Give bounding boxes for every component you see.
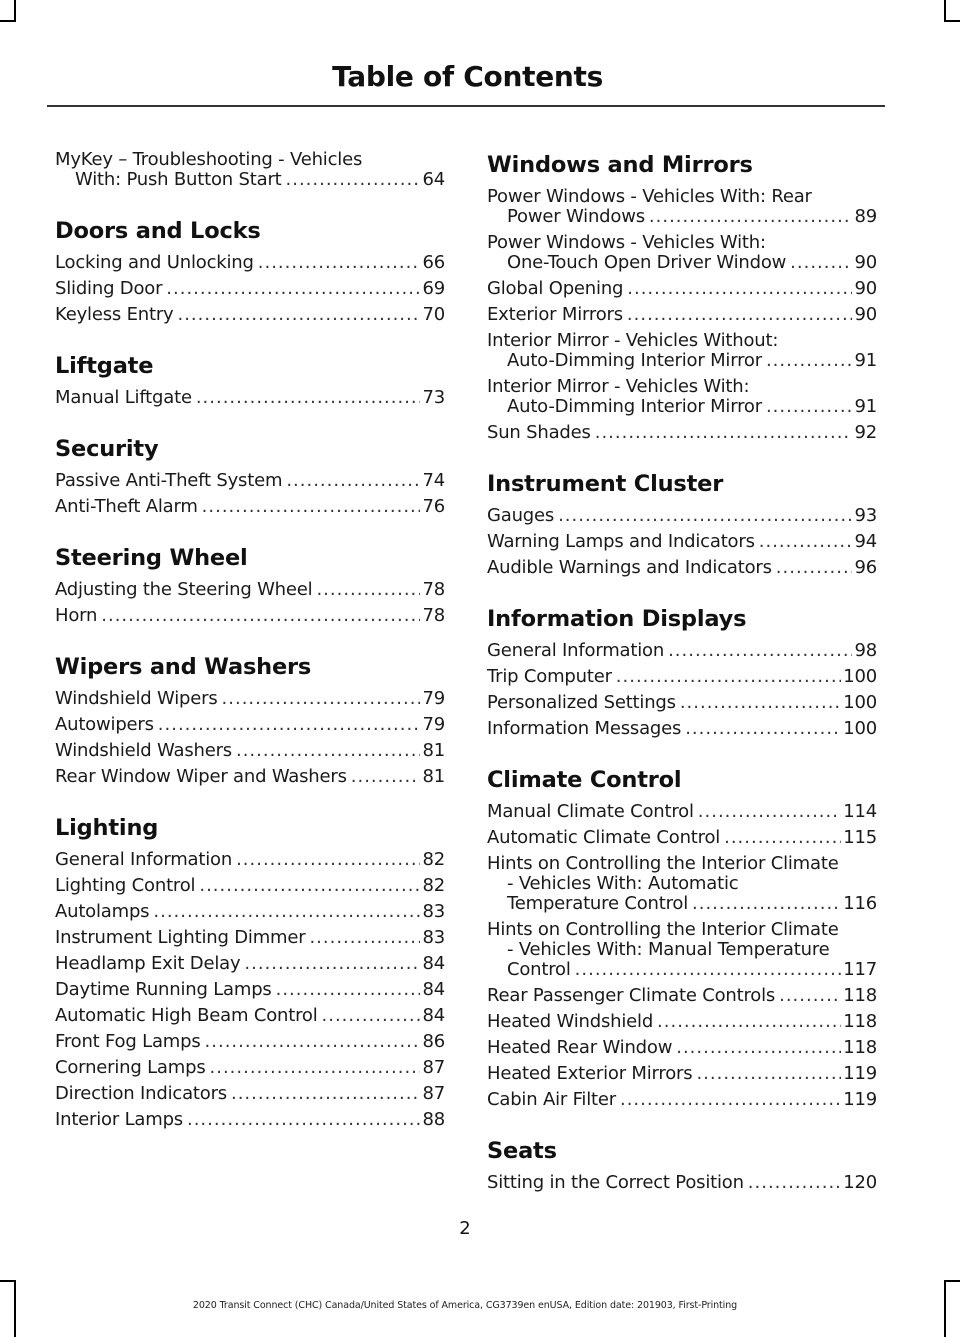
dot-leader	[205, 1032, 421, 1052]
toc-entry-last-line	[55, 876, 445, 896]
crop-mark-top-right-h	[944, 20, 960, 22]
dot-leader	[575, 960, 842, 980]
toc-entry[interactable]	[55, 850, 445, 870]
toc-entry-page: 118	[843, 1037, 877, 1058]
toc-entry-page: 116	[843, 893, 877, 914]
section-spacer	[487, 745, 877, 765]
toc-section	[55, 434, 445, 517]
dot-leader	[668, 641, 852, 661]
toc-entry[interactable]	[55, 1058, 445, 1078]
toc-entry-last-line	[55, 471, 445, 491]
dot-leader	[210, 1058, 421, 1078]
dot-leader	[202, 497, 421, 517]
toc-entry-title: General Information	[55, 849, 233, 870]
section-spacer	[487, 449, 877, 469]
toc-entry-page: 88	[422, 1109, 445, 1130]
toc-entry-title: Headlamp Exit Delay	[55, 953, 241, 974]
toc-entry-page: 87	[422, 1083, 445, 1104]
toc-entry[interactable]	[55, 689, 445, 709]
toc-entry-page: 120	[843, 1172, 877, 1193]
toc-entry-last-line	[55, 388, 445, 408]
dot-leader	[790, 253, 852, 273]
toc-entry[interactable]	[55, 497, 445, 517]
toc-entry[interactable]	[55, 1084, 445, 1104]
dot-leader	[766, 397, 853, 417]
toc-section	[487, 604, 877, 739]
section-spacer	[55, 632, 445, 652]
toc-entry-title: Windshield Washers	[55, 740, 232, 761]
toc-entry-page: 119	[843, 1063, 877, 1084]
toc-entry-title: Anti-Theft Alarm	[55, 496, 198, 517]
toc-entry[interactable]	[55, 253, 445, 273]
toc-entry[interactable]	[487, 693, 877, 713]
toc-entry-title: Autolamps	[55, 901, 150, 922]
toc-entry-title-line: Power Windows - Vehicles With:	[487, 232, 766, 253]
toc-entry-last-line	[487, 802, 877, 822]
toc-entry-title-line: MyKey – Troubleshooting - Vehicles	[55, 149, 363, 170]
toc-entry-page: 84	[422, 1005, 445, 1026]
crop-mark-bottom-right-h	[944, 1280, 960, 1282]
section-heading: Lighting	[55, 815, 159, 841]
toc-left-column	[55, 150, 445, 1136]
toc-entry-page: 79	[422, 714, 445, 735]
dot-leader	[222, 689, 421, 709]
toc-entry[interactable]	[487, 532, 877, 552]
toc-entry-page: 66	[422, 252, 445, 273]
dot-leader	[759, 532, 853, 552]
toc-entry[interactable]	[487, 1064, 877, 1084]
crop-mark-bottom-right-v	[944, 1280, 946, 1337]
dot-leader	[158, 715, 421, 735]
section-spacer	[55, 523, 445, 543]
toc-entry-page: 115	[843, 827, 877, 848]
toc-entry[interactable]	[55, 1006, 445, 1026]
toc-entry-title: Front Fog Lamps	[55, 1031, 201, 1052]
toc-entry-page: 91	[854, 396, 877, 417]
dot-leader	[748, 1173, 841, 1193]
section-heading: Doors and Locks	[55, 218, 261, 244]
toc-entry-last-line	[55, 1110, 445, 1130]
toc-entry-page: 118	[843, 985, 877, 1006]
toc-entry-title: Direction Indicators	[55, 1083, 227, 1104]
toc-entry-title-line: Interior Mirror - Vehicles Without:	[487, 330, 779, 351]
toc-entry-page: 83	[422, 901, 445, 922]
toc-entry-last-line	[55, 170, 445, 190]
dot-leader	[177, 305, 420, 325]
toc-entry[interactable]	[55, 471, 445, 491]
toc-entry-title: Heated Windshield	[487, 1011, 654, 1032]
toc-entry-page: 117	[843, 959, 877, 980]
toc-entry[interactable]	[487, 986, 877, 1006]
dot-leader	[676, 1038, 841, 1058]
section-heading: Information Displays	[487, 606, 747, 632]
toc-entry-title: Sliding Door	[55, 278, 163, 299]
crop-mark-bottom-left-h	[0, 1280, 16, 1282]
toc-entry-title: Keyless Entry	[55, 304, 174, 325]
toc-entry-page: 96	[854, 557, 877, 578]
section-spacer	[487, 584, 877, 604]
section-spacer	[55, 331, 445, 351]
toc-entry[interactable]	[487, 641, 877, 661]
toc-entry-title: Automatic High Beam Control	[55, 1005, 318, 1026]
toc-entry[interactable]	[55, 606, 445, 626]
toc-entry[interactable]	[487, 854, 877, 914]
toc-entry[interactable]	[487, 187, 877, 227]
section-heading: Wipers and Washers	[55, 654, 312, 680]
toc-entry-last-line	[487, 1090, 877, 1110]
dot-leader	[316, 580, 420, 600]
toc-entry-last-line	[55, 279, 445, 299]
toc-section	[55, 150, 445, 190]
dot-leader	[649, 207, 853, 227]
dot-leader	[101, 606, 420, 626]
toc-entry-last-line	[487, 693, 877, 713]
toc-entry-last-line	[487, 960, 877, 980]
toc-entry-title: Rear Passenger Climate Controls	[487, 985, 776, 1006]
dot-leader	[696, 1064, 841, 1084]
toc-entry-page: 119	[843, 1089, 877, 1110]
toc-entry-title: Control	[507, 959, 571, 980]
toc-entry[interactable]	[487, 377, 877, 417]
toc-entry-page: 87	[422, 1057, 445, 1078]
toc-entry[interactable]	[487, 1090, 877, 1110]
toc-entry-last-line	[55, 689, 445, 709]
dot-leader	[616, 667, 841, 687]
toc-entry-page: 98	[854, 640, 877, 661]
toc-entry-title: Rear Window Wiper and Washers	[55, 766, 347, 787]
crop-mark-top-left-v	[14, 0, 16, 22]
toc-entry-title: Interior Lamps	[55, 1109, 183, 1130]
dot-leader	[595, 423, 853, 443]
toc-entry-last-line	[487, 1064, 877, 1084]
toc-section	[487, 469, 877, 578]
toc-entry-last-line	[487, 1038, 877, 1058]
toc-entry[interactable]	[487, 1173, 877, 1193]
toc-entry-last-line	[487, 719, 877, 739]
toc-entry-title-line: Hints on Controlling the Interior Climate	[487, 853, 839, 874]
toc-entry[interactable]	[55, 150, 445, 190]
toc-entry-page: 90	[854, 278, 877, 299]
toc-entry-title: Global Opening	[487, 278, 624, 299]
toc-entry[interactable]	[487, 233, 877, 273]
toc-entry[interactable]	[487, 667, 877, 687]
toc-entry-page: 69	[422, 278, 445, 299]
dot-leader	[351, 767, 421, 787]
dot-leader	[627, 279, 852, 299]
dot-leader	[309, 928, 420, 948]
toc-entry-last-line	[487, 279, 877, 299]
toc-entry-title: Auto-Dimming Interior Mirror	[507, 350, 762, 371]
toc-entry-last-line	[55, 580, 445, 600]
toc-entry-last-line	[55, 715, 445, 735]
toc-entry-title-line: Interior Mirror - Vehicles With:	[487, 376, 750, 397]
dot-leader	[322, 1006, 421, 1026]
toc-entry-last-line	[55, 902, 445, 922]
toc-entry-title: Daytime Running Lamps	[55, 979, 272, 1000]
toc-section	[55, 543, 445, 626]
toc-entry-last-line	[487, 253, 877, 273]
toc-entry[interactable]	[55, 580, 445, 600]
toc-section	[55, 216, 445, 325]
toc-entry-page: 100	[843, 692, 877, 713]
toc-entry-page: 81	[422, 766, 445, 787]
toc-entry-title: Windshield Wipers	[55, 688, 218, 709]
toc-entry-page: 118	[843, 1011, 877, 1032]
toc-entry-last-line	[55, 741, 445, 761]
toc-entry[interactable]	[487, 828, 877, 848]
toc-entry-last-line	[55, 1058, 445, 1078]
toc-entry-title: Warning Lamps and Indicators	[487, 531, 755, 552]
toc-entry-page: 93	[854, 505, 877, 526]
toc-entry-page: 78	[422, 605, 445, 626]
toc-section	[487, 150, 877, 443]
toc-entry-last-line	[487, 558, 877, 578]
toc-entry-title: With: Push Button Start	[75, 169, 282, 190]
toc-entry-title: General Information	[487, 640, 665, 661]
toc-entry-last-line	[487, 207, 877, 227]
toc-entry-page: 91	[854, 350, 877, 371]
dot-leader	[685, 719, 841, 739]
section-spacer	[55, 793, 445, 813]
dot-leader	[199, 876, 420, 896]
toc-entry-last-line	[487, 828, 877, 848]
toc-entry-last-line	[55, 606, 445, 626]
toc-entry-last-line	[55, 980, 445, 1000]
toc-entry[interactable]	[55, 902, 445, 922]
toc-entry-title: One-Touch Open Driver Window	[507, 252, 787, 273]
toc-entry-last-line	[55, 954, 445, 974]
toc-entry-title: Trip Computer	[487, 666, 612, 687]
toc-entry-page: 114	[843, 801, 877, 822]
toc-entry-last-line	[487, 667, 877, 687]
toc-entry[interactable]	[487, 1012, 877, 1032]
dot-leader	[187, 1110, 421, 1130]
toc-entry[interactable]	[55, 388, 445, 408]
toc-entry[interactable]	[55, 305, 445, 325]
toc-entry-page: 90	[854, 252, 877, 273]
toc-entry-title: Locking and Unlocking	[55, 252, 254, 273]
dot-leader	[153, 902, 420, 922]
toc-entry-page: 100	[843, 666, 877, 687]
toc-entry-title: Auto-Dimming Interior Mirror	[507, 396, 762, 417]
dot-leader	[196, 388, 421, 408]
toc-entry-title: Passive Anti-Theft System	[55, 470, 283, 491]
toc-entry-title: Exterior Mirrors	[487, 304, 623, 325]
toc-entry-page: 90	[854, 304, 877, 325]
toc-entry-title: Personalized Settings	[487, 692, 676, 713]
toc-entry-page: 94	[854, 531, 877, 552]
section-heading: Seats	[487, 1138, 557, 1164]
toc-entry-page: 100	[843, 718, 877, 739]
toc-entry-title: Heated Exterior Mirrors	[487, 1063, 693, 1084]
dot-leader	[692, 894, 841, 914]
section-heading: Windows and Mirrors	[487, 152, 753, 178]
toc-entry-last-line	[487, 1173, 877, 1193]
toc-entry[interactable]	[487, 506, 877, 526]
dot-leader	[776, 558, 853, 578]
toc-entry-last-line	[487, 351, 877, 371]
toc-entry-page: 76	[422, 496, 445, 517]
toc-entry-last-line	[55, 1006, 445, 1026]
dot-leader	[698, 802, 841, 822]
dot-leader	[680, 693, 841, 713]
dot-leader	[627, 305, 853, 325]
toc-entry-page: 92	[854, 422, 877, 443]
toc-entry-page: 84	[422, 979, 445, 1000]
toc-entry-title: Gauges	[487, 505, 555, 526]
toc-entry-last-line	[487, 641, 877, 661]
dot-leader	[779, 986, 841, 1006]
page-title: Table of Contents	[332, 60, 603, 93]
toc-entry-title: Horn	[55, 605, 98, 626]
toc-entry[interactable]	[487, 1038, 877, 1058]
toc-entry[interactable]	[487, 719, 877, 739]
toc-entry-last-line	[487, 423, 877, 443]
toc-entry-last-line	[487, 986, 877, 1006]
toc-entry-title: Power Windows	[507, 206, 645, 227]
toc-entry[interactable]	[487, 920, 877, 980]
dot-leader	[244, 954, 420, 974]
toc-entry-title: Sitting in the Correct Position	[487, 1172, 744, 1193]
toc-entry[interactable]	[487, 331, 877, 371]
toc-entry-page: 73	[422, 387, 445, 408]
toc-entry-last-line	[55, 1032, 445, 1052]
section-heading: Security	[55, 436, 159, 462]
toc-entry-title-line: Power Windows - Vehicles With: Rear	[487, 186, 812, 207]
toc-entry-page: 84	[422, 953, 445, 974]
section-heading: Instrument Cluster	[487, 471, 724, 497]
toc-entry-title: Instrument Lighting Dimmer	[55, 927, 306, 948]
toc-section	[55, 652, 445, 787]
toc-section	[487, 1136, 877, 1193]
toc-right-column	[487, 150, 877, 1199]
toc-entry-last-line	[487, 305, 877, 325]
toc-entry-last-line	[487, 1012, 877, 1032]
toc-section	[55, 813, 445, 1130]
toc-entry-title: Audible Warnings and Indicators	[487, 557, 772, 578]
toc-entry-page: 70	[422, 304, 445, 325]
toc-entry[interactable]	[55, 715, 445, 735]
dot-leader	[620, 1090, 841, 1110]
toc-entry[interactable]	[487, 558, 877, 578]
dot-leader	[236, 741, 421, 761]
toc-entry[interactable]	[55, 279, 445, 299]
toc-section	[487, 765, 877, 1110]
dot-leader	[166, 279, 420, 299]
toc-entry-title: Temperature Control	[507, 893, 689, 914]
toc-entry-title: Adjusting the Steering Wheel	[55, 579, 313, 600]
toc-entry[interactable]	[487, 802, 877, 822]
dot-leader	[236, 850, 420, 870]
page-number: 2	[459, 1218, 471, 1239]
section-spacer	[55, 196, 445, 216]
toc-entry[interactable]	[55, 767, 445, 787]
dot-leader	[286, 170, 421, 190]
toc-entry[interactable]	[55, 1032, 445, 1052]
toc-entry-title: Cabin Air Filter	[487, 1089, 616, 1110]
toc-entry[interactable]	[55, 741, 445, 761]
toc-entry-last-line	[487, 532, 877, 552]
toc-entry-page: 82	[422, 849, 445, 870]
section-heading: Climate Control	[487, 767, 682, 793]
toc-entry-page: 64	[422, 169, 445, 190]
toc-entry[interactable]	[487, 423, 877, 443]
section-heading: Liftgate	[55, 353, 154, 379]
toc-entry-last-line	[55, 305, 445, 325]
footer-edition-info: 2020 Transit Connect (CHC) Canada/United States of America, CG3739en enUSA, Edition date: 201903, First-Printing	[192, 1300, 738, 1311]
toc-entry-page: 82	[422, 875, 445, 896]
toc-entry-last-line	[55, 253, 445, 273]
toc-entry-title: Manual Climate Control	[487, 801, 694, 822]
toc-entry-last-line	[487, 506, 877, 526]
toc-entry-page: 83	[422, 927, 445, 948]
section-spacer	[55, 414, 445, 434]
toc-entry-page: 79	[422, 688, 445, 709]
toc-entry-title: Autowipers	[55, 714, 154, 735]
toc-entry-title: Manual Liftgate	[55, 387, 192, 408]
dot-leader	[231, 1084, 421, 1104]
dot-leader	[657, 1012, 841, 1032]
dot-leader	[558, 506, 852, 526]
dot-leader	[258, 253, 421, 273]
toc-entry[interactable]	[55, 928, 445, 948]
toc-entry-last-line	[487, 397, 877, 417]
toc-entry-last-line	[487, 894, 877, 914]
toc-entry-title: Sun Shades	[487, 422, 591, 443]
crop-mark-top-left-h	[0, 20, 16, 22]
toc-entry-page: 86	[422, 1031, 445, 1052]
toc-entry-last-line	[55, 767, 445, 787]
toc-entry[interactable]	[55, 980, 445, 1000]
toc-entry-title: Lighting Control	[55, 875, 196, 896]
toc-entry-page: 78	[422, 579, 445, 600]
toc-entry[interactable]	[55, 954, 445, 974]
toc-entry-title: Information Messages	[487, 718, 682, 739]
toc-entry[interactable]	[487, 305, 877, 325]
toc-entry-page: 89	[854, 206, 877, 227]
section-spacer	[487, 1116, 877, 1136]
toc-entry-title: Cornering Lamps	[55, 1057, 206, 1078]
toc-entry[interactable]	[55, 1110, 445, 1130]
toc-entry-page: 74	[422, 470, 445, 491]
crop-mark-top-right-v	[944, 0, 946, 22]
dot-leader	[286, 471, 420, 491]
toc-entry-title-line: Hints on Controlling the Interior Climate	[487, 919, 839, 940]
section-heading: Steering Wheel	[55, 545, 248, 571]
toc-entry-last-line	[55, 497, 445, 517]
dot-leader	[724, 828, 841, 848]
toc-entry-title-line: - Vehicles With: Manual Temperature	[507, 939, 830, 960]
toc-section	[55, 351, 445, 408]
toc-entry-page: 81	[422, 740, 445, 761]
toc-entry-title: Heated Rear Window	[487, 1037, 673, 1058]
toc-entry[interactable]	[487, 279, 877, 299]
toc-entry-last-line	[55, 850, 445, 870]
dot-leader	[766, 351, 853, 371]
toc-entry-last-line	[55, 928, 445, 948]
toc-entry-title: Automatic Climate Control	[487, 827, 721, 848]
toc-entry[interactable]	[55, 876, 445, 896]
toc-entry-title-line: - Vehicles With: Automatic	[507, 873, 739, 894]
dot-leader	[276, 980, 421, 1000]
header-divider	[47, 105, 885, 107]
toc-entry-last-line	[55, 1084, 445, 1104]
